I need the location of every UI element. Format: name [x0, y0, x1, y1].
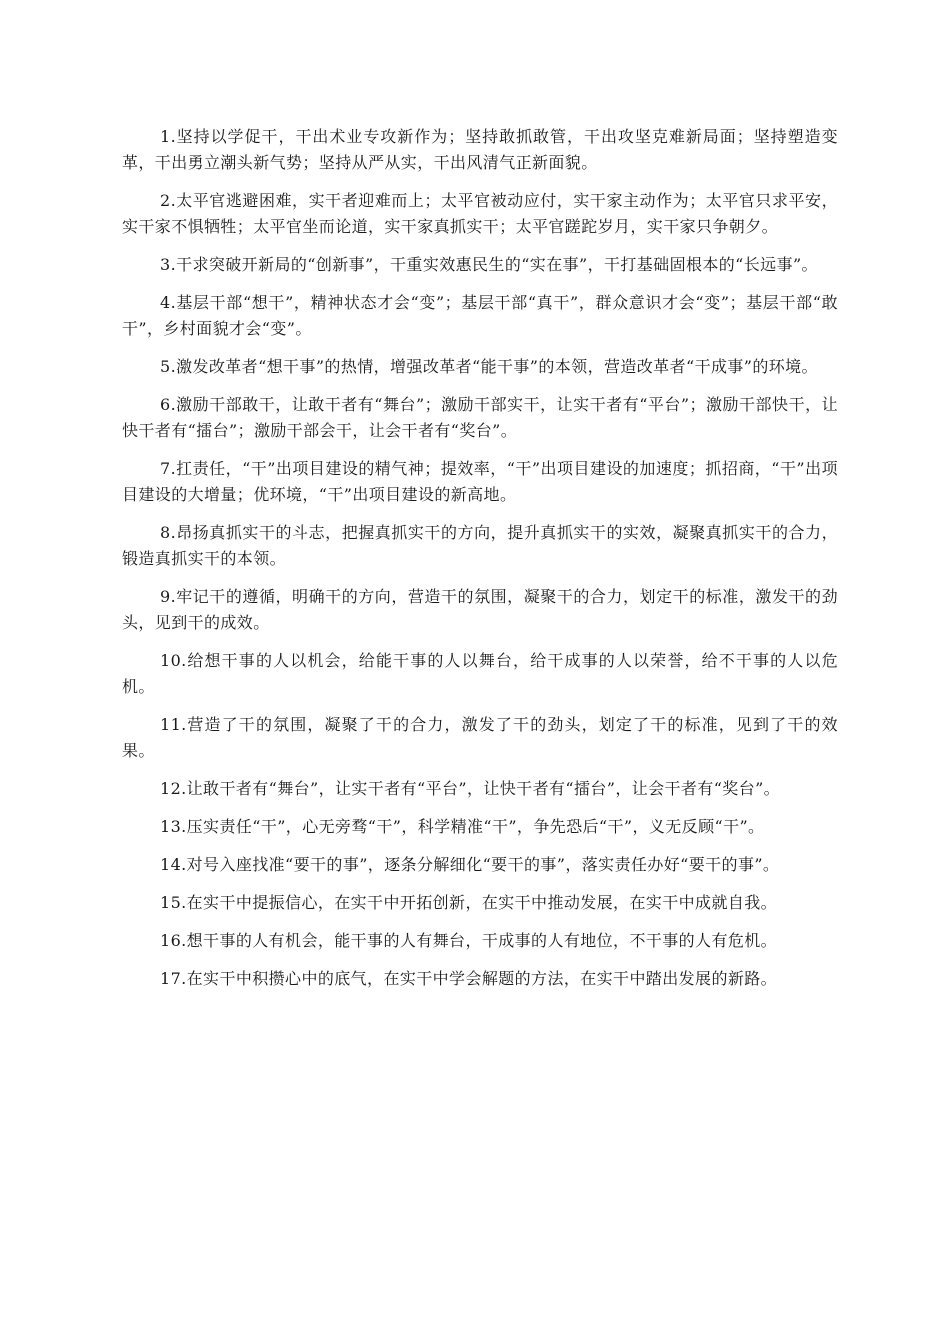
paragraph-7: 7.扛责任，“干”出项目建设的精气神；提效率，“干”出项目建设的加速度；抓招商，“干”出项目建设的大增量；优环境，“干”出项目建设的新高地。: [122, 459, 838, 504]
paragraph-17: 17.在实干中积攒心中的底气，在实干中学会解题的方法，在实干中踏出发展的新路。: [160, 969, 778, 988]
paragraph-10: 10.给想干事的人以机会，给能干事的人以舞台，给干成事的人以荣誉，给不干事的人以危机。: [122, 651, 838, 696]
paragraph-16: 16.想干事的人有机会，能干事的人有舞台，干成事的人有地位，不干事的人有危机。: [160, 931, 778, 950]
paragraph-3: 3.干求突破开新局的“创新事”，干重实效惠民生的“实在事”，干打基础固根本的“长远事”。: [160, 255, 818, 274]
paragraph-15: 15.在实干中提振信心，在实干中开拓创新，在实干中推动发展，在实干中成就自我。: [160, 893, 778, 912]
paragraph-1: 1.坚持以学促干，干出术业专攻新作为；坚持敢抓敢管，干出攻坚克难新局面；坚持塑造变革，干出勇立潮头新气势；坚持从严从实，干出风清气正新面貌。: [122, 127, 838, 172]
paragraph-4: 4.基层干部“想干”，精神状态才会“变”；基层干部“真干”，群众意识才会“变”；基层干部“敢干”，乡村面貌才会“变”。: [122, 293, 838, 338]
paragraph-11: 11.营造了干的氛围，凝聚了干的合力，激发了干的劲头，划定了干的标准，见到了干的效果。: [122, 715, 838, 760]
paragraph-5: 5.激发改革者“想干事”的热情，增强改革者“能干事”的本领，营造改革者“干成事”的环境。: [160, 357, 818, 376]
paragraph-14: 14.对号入座找准“要干的事”，逐条分解细化“要干的事”，落实责任办好“要干的事”。: [160, 855, 780, 874]
paragraph-8: 8.昂扬真抓实干的斗志，把握真抓实干的方向，提升真抓实干的实效，凝聚真抓实干的合力，锻造真抓实干的本领。: [122, 523, 838, 568]
paragraph-6: 6.激励干部敢干，让敢干者有“舞台”；激励干部实干，让实干者有“平台”；激励干部快干，让快干者有“擂台”；激励干部会干，让会干者有“奖台”。: [122, 395, 838, 440]
paragraph-13: 13.压实责任“干”，心无旁骛“干”，科学精准“干”，争先恐后“干”，义无反顾“干”。: [160, 817, 765, 836]
paragraph-12: 12.让敢干者有“舞台”，让实干者有“平台”，让快干者有“擂台”，让会干者有“奖台”。: [160, 779, 781, 798]
paragraph-9: 9.牢记干的遵循，明确干的方向，营造干的氛围，凝聚干的合力，划定干的标准，激发干的劲头，见到干的成效。: [122, 587, 838, 632]
paragraph-2: 2.太平官逃避困难，实干者迎难而上；太平官被动应付，实干家主动作为；太平官只求平安，实干家不惧牺牲；太平官坐而论道，实干家真抓实干；太平官蹉跎岁月，实干家只争朝夕。: [122, 191, 838, 236]
document-body: [122, 124, 838, 1004]
